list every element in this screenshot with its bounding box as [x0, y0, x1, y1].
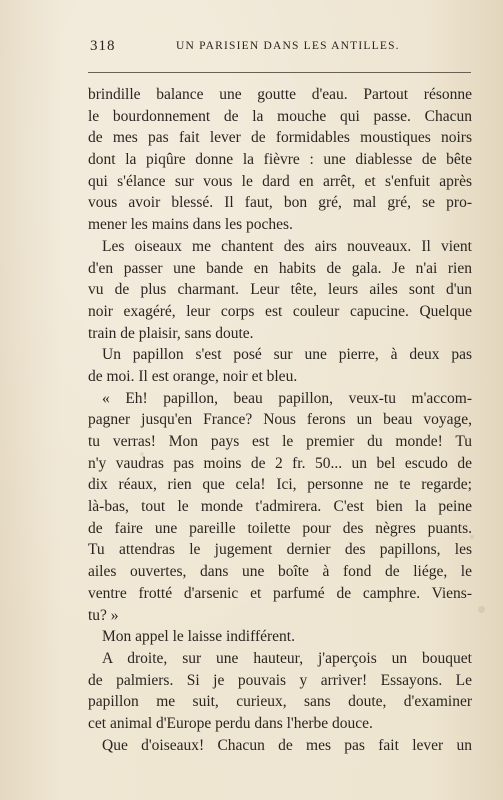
text-line: Un papillon s'est posé sur une pierre, à deux pas	[102, 346, 472, 364]
page-number: 318	[90, 38, 116, 54]
text-line: de faire une pareille toilette pour des nègres puants.	[88, 519, 472, 537]
text-line: d'en passer une bande en habits de gala. Je n'ai rien	[88, 259, 472, 277]
text-line: Tu attendras le jugement dernier des papillons, les	[88, 541, 472, 559]
text-line: vous avoir blessé. Il faut, bon gré, mal gré, se pro-	[88, 194, 472, 212]
text-line: ailes ouvertes, dans une boîte à fond de liége, le	[88, 563, 472, 581]
text-line: Que d'oiseaux! Chacun de mes pas fait lever un	[102, 736, 472, 754]
text-line: dont la piqûre donne la fièvre : une diablesse de bête	[88, 151, 472, 169]
text-line: dix réaux, rien que cela! Ici, personne ne te regarde;	[88, 476, 472, 494]
text-line: brindille balance une goutte d'eau. Partout résonne	[88, 86, 472, 103]
text-line: là-bas, tout le monde t'admirera. C'est bien la peine	[88, 498, 472, 516]
text-line: Mon appel le laisse indifférent.	[102, 628, 295, 646]
text-line: de palmiers. Si je pouvais y arriver! Essayons. Le	[88, 671, 472, 689]
running-head	[90, 38, 470, 58]
text-line: noir exagéré, leur corps est couleur capucine. Quelque	[88, 302, 472, 320]
text-line: cet animal d'Europe perdu dans l'herbe douce.	[88, 714, 373, 732]
text-line: de mes pas fait lever de formidables moustiques noirs	[88, 129, 472, 147]
header-rule	[88, 72, 471, 73]
text-line: tu verras! Mon pays est le premier du monde! Tu	[88, 433, 472, 450]
text-line: « Eh! papillon, beau papillon, veux-tu m'accom-	[102, 389, 472, 407]
text-line: vu de plus charmant. Leur tête, leurs ailes sont d'un	[88, 281, 472, 299]
text-line: le bourdonnement de la mouche qui passe. Chacun	[88, 107, 472, 125]
text-line: qui s'élance sur vous le dard en arrêt, et s'enfuit après	[88, 172, 472, 190]
text-line: tu? »	[88, 606, 119, 624]
text-line: de moi. Il est orange, noir et bleu.	[88, 367, 298, 385]
text-line: pagner jusqu'en France? Nous ferons un beau voyage,	[88, 411, 472, 429]
text-line: ventre frotté d'arsenic et parfumé de camphre. Viens-	[88, 584, 472, 602]
running-title: UN PARISIEN DANS LES ANTILLES.	[176, 40, 400, 52]
text-line: mener les mains dans les poches.	[88, 216, 293, 234]
text-line: train de plaisir, sans doute.	[88, 324, 254, 342]
body-text	[88, 84, 472, 756]
foxing-spot	[478, 606, 485, 613]
text-line: A droite, sur une hauteur, j'aperçois un bouquet	[102, 649, 472, 667]
text-line: Les oiseaux me chantent des airs nouveaux. Il vient	[102, 237, 472, 255]
text-line: papillon me suit, curieux, sans doute, d'examiner	[88, 693, 472, 711]
text-line: n'y vaudras pas moins de 2 fr. 50... un bel escudo de	[88, 454, 472, 472]
